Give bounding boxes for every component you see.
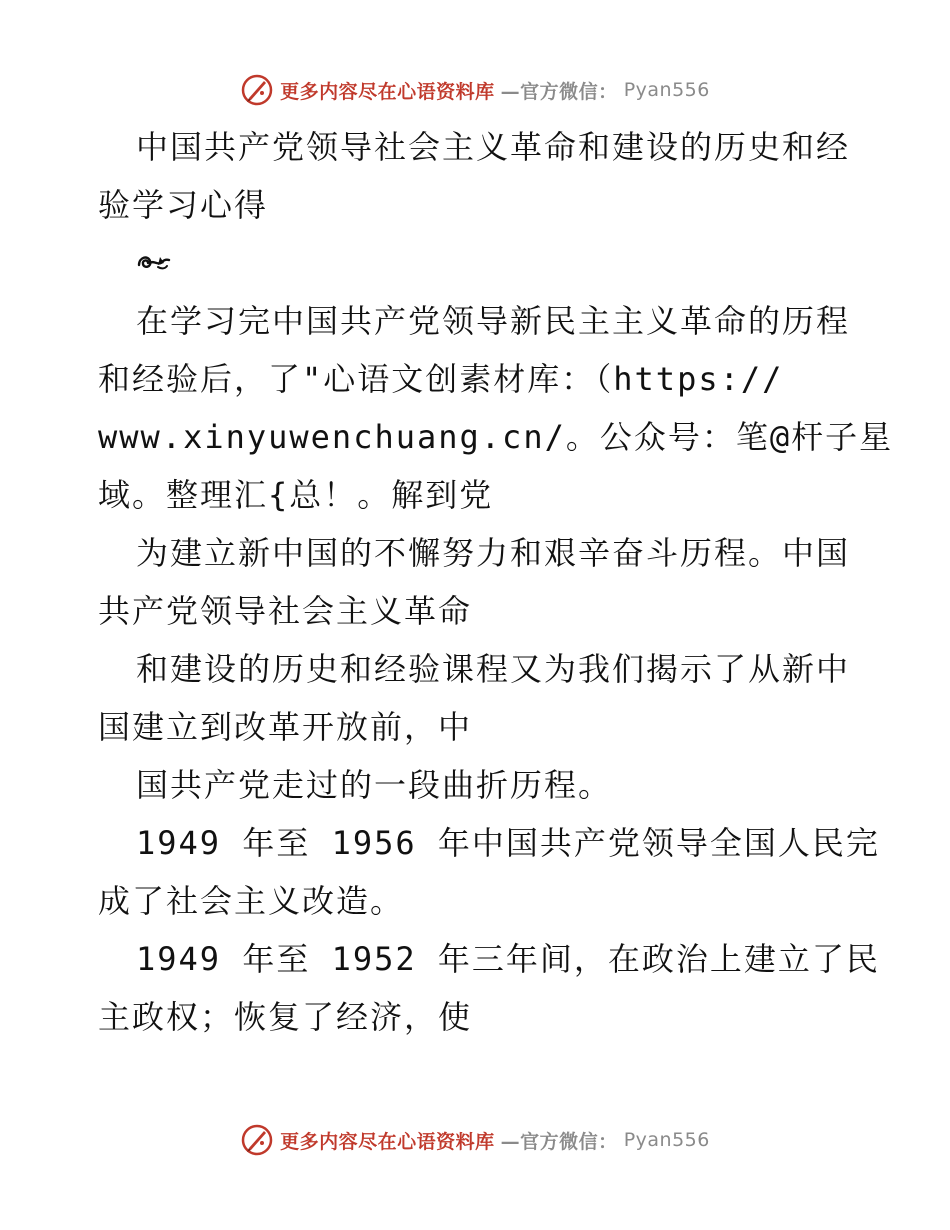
paragraph-line: 和经验后，了"心语文创素材库：（https:// (98, 360, 784, 398)
title-line-1: 中国共产党领导社会主义革命和建设的历史和经 (136, 128, 851, 166)
quill-pen-logo-icon (240, 1123, 274, 1157)
paragraph-line: 国共产党走过的一段曲折历程。 (136, 766, 613, 804)
banner-wechat-id: Pyan556 (623, 79, 710, 101)
banner-separator: —官方微信： (500, 80, 618, 103)
paragraph-line: 为建立新中国的不懈努力和艰辛奋斗历程。中国 (136, 534, 851, 572)
paragraph-line: 在学习完中国共产党领导新民主主义革命的历程 (136, 302, 851, 340)
paragraph-line: 成了社会主义改造。 (98, 882, 405, 920)
paragraph-line: www.xinyuwenchuang.cn/。公众号：笔@杆子星 (98, 418, 894, 456)
paragraph-line: 共产党领导社会主义革命 (98, 592, 473, 630)
title-line-2: 验学习心得 (98, 186, 269, 224)
header-banner (0, 70, 950, 110)
footer-banner (0, 1120, 950, 1160)
banner-separator: —官方微信： (500, 1130, 618, 1153)
paragraph-line: 国建立到改革开放前，中 (98, 708, 473, 746)
paragraph-line: 和建设的历史和经验课程又为我们揭示了从新中 (136, 650, 851, 688)
banner-wechat-id: Pyan556 (623, 1129, 710, 1151)
banner-slogan: 更多内容尽在心语资料库 (280, 80, 495, 103)
flourish-ornament-icon (98, 234, 858, 292)
paragraph-line: 域。整理汇{总！。解到党 (98, 476, 494, 514)
paragraph-line: 1949 年至 1956 年中国共产党领导全国人民完 (136, 824, 880, 862)
paragraph-line: 主政权；恢复了经济，使 (98, 998, 473, 1036)
paragraph-line: 1949 年至 1952 年三年间，在政治上建立了民 (136, 940, 880, 978)
banner-slogan: 更多内容尽在心语资料库 (280, 1130, 495, 1153)
document-body (98, 118, 894, 1046)
quill-pen-logo-icon (240, 73, 274, 107)
